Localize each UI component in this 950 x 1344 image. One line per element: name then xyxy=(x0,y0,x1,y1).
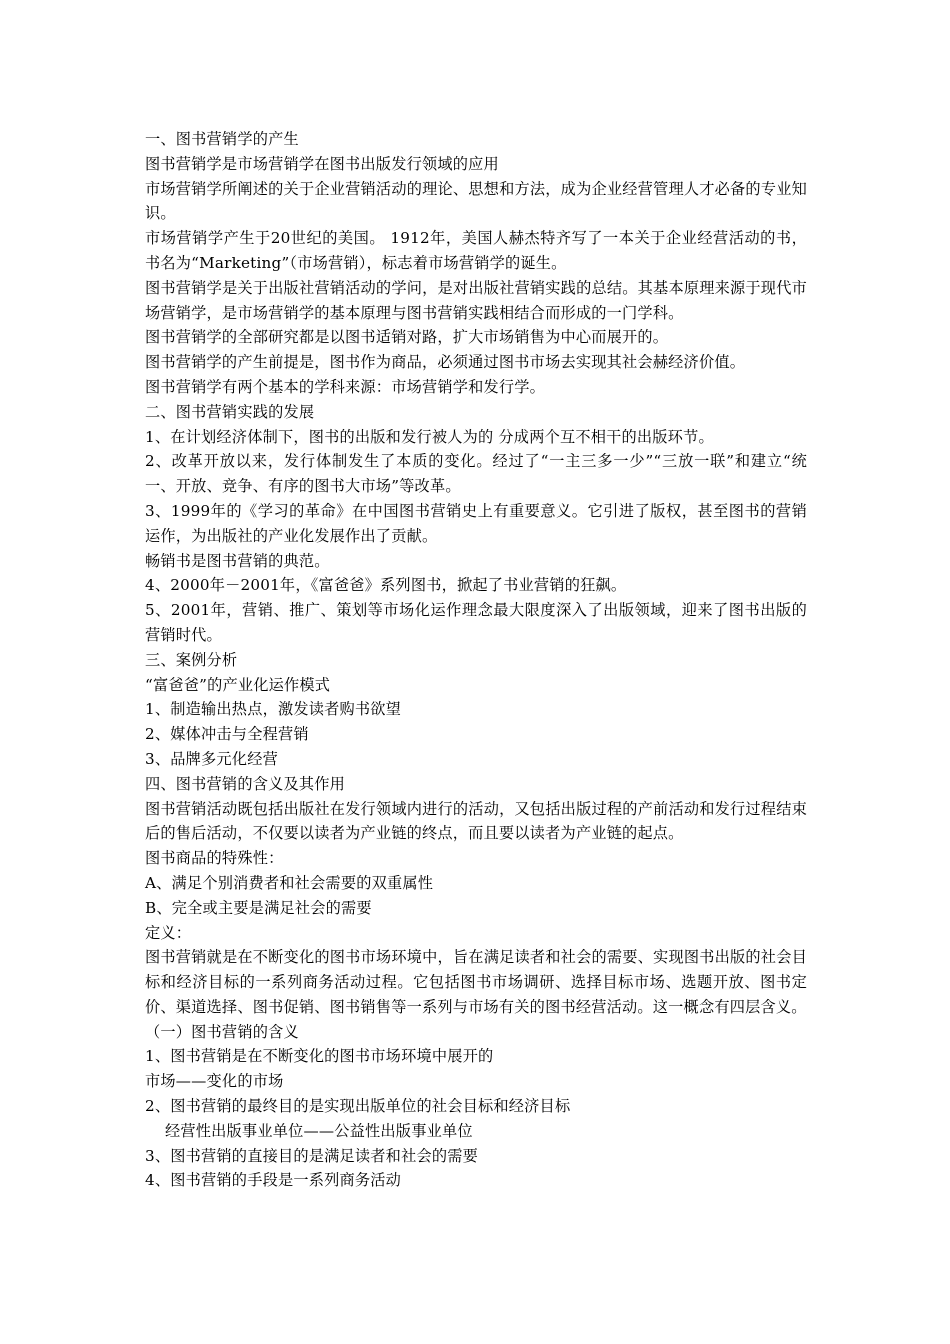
list-item: A、满足个别消费者和社会需要的双重属性 xyxy=(145,873,434,892)
paragraph: 图书商品的特殊性： xyxy=(145,849,284,868)
paragraph: 图书营销活动既包括出版社在发行领域内进行的活动，又包括出版过程的产前活动和发行过程结束后的售后活动，不仅要以读者为产业链的终点，而且要以读者为产业链的起点。 xyxy=(145,799,807,843)
section-heading: 一、图书营销学的产生 xyxy=(145,130,299,148)
paragraph: 市场——变化的市场 xyxy=(145,1072,284,1091)
document-page xyxy=(145,127,807,1193)
list-item: 1、在计划经济体制下，图书的出版和发行被人为的 分成两个互不相干的出版环节。 xyxy=(145,427,714,446)
section-heading: 四、图书营销的含义及其作用 xyxy=(145,774,346,793)
subsection-heading: （一）图书营销的含义 xyxy=(145,1022,299,1041)
list-item: 1、图书营销是在不断变化的图书市场环境中展开的 xyxy=(145,1047,494,1066)
section-heading: 二、图书营销实践的发展 xyxy=(145,402,315,421)
paragraph: 图书营销学的全部研究都是以图书适销对路，扩大市场销售为中心而展开的。 xyxy=(145,328,669,347)
list-item: 2、图书营销的最终目的是实现出版单位的社会目标和经济目标 xyxy=(145,1097,571,1116)
list-item: 4、2000年－2001年，《富爸爸》系列图书，掀起了书业营销的狂飙。 xyxy=(145,576,627,595)
paragraph: 图书营销学是关于出版社营销活动的学问，是对出版社营销实践的总结。其基本原理来源于现代市场营销学，是市场营销学的基本原理与图书营销实践相结合而形成的一门学科。 xyxy=(145,278,807,322)
list-item: 3、1999年的《学习的革命》在中国图书营销史上有重要意义。它引进了版权，甚至图书的营销运作，为出版社的产业化发展作出了贡献。 xyxy=(145,501,807,545)
paragraph: “富爸爸”的产业化运作模式 xyxy=(145,675,331,694)
section-heading: 三、案例分析 xyxy=(145,650,238,669)
paragraph: 经营性出版事业单位——公益性出版事业单位 xyxy=(165,1121,473,1140)
paragraph: 图书营销就是在不断变化的图书市场环境中，旨在满足读者和社会的需要、实现图书出版的社会目标和经济目标的一系列商务活动过程。它包括图书市场调研、选择目标市场、选题开放、图书定价、渠道选择、图书促销、图书销售等一系列与市场有关的图书经营活动。这一概念有四层含义。 xyxy=(145,948,807,1016)
list-item: 2、媒体冲击与全程营销 xyxy=(145,725,309,744)
list-item: 3、品牌多元化经营 xyxy=(145,749,278,768)
list-item: 4、图书营销的手段是一系列商务活动 xyxy=(145,1171,402,1190)
list-item: B、完全或主要是满足社会的需要 xyxy=(145,898,372,917)
paragraph: 定义： xyxy=(145,923,192,942)
paragraph: 图书营销学有两个基本的学科来源：市场营销学和发行学。 xyxy=(145,377,546,396)
paragraph: 图书营销学的产生前提是，图书作为商品，必须通过图书市场去实现其社会赫经济价值。 xyxy=(145,353,746,372)
paragraph: 市场营销学产生于20世纪的美国。 1912年，美国人赫杰特齐写了一本关于企业经营活动的书，书名为“Marketing”（市场营销），标志着市场营销学的诞生。 xyxy=(145,229,807,272)
paragraph: 图书营销学是市场营销学在图书出版发行领域的应用 xyxy=(145,154,499,173)
list-item: 1、制造输出热点，激发读者购书欲望 xyxy=(145,700,402,719)
paragraph: 畅销书是图书营销的典范。 xyxy=(145,551,330,570)
list-item: 2、改革开放以来，发行体制发生了本质的变化。经过了“一主三多一少”“三放一联”和建立“统一、开放、竞争、有序的图书大市场”等改革。 xyxy=(145,452,807,496)
paragraph: 市场营销学所阐述的关于企业营销活动的理论、思想和方法，成为企业经营管理人才必备的专业知识。 xyxy=(145,179,807,223)
list-item: 5、2001年，营销、推广、策划等市场化运作理念最大限度深入了出版领域，迎来了图书出版的营销时代。 xyxy=(145,601,807,644)
list-item: 3、图书营销的直接目的是满足读者和社会的需要 xyxy=(145,1146,479,1165)
